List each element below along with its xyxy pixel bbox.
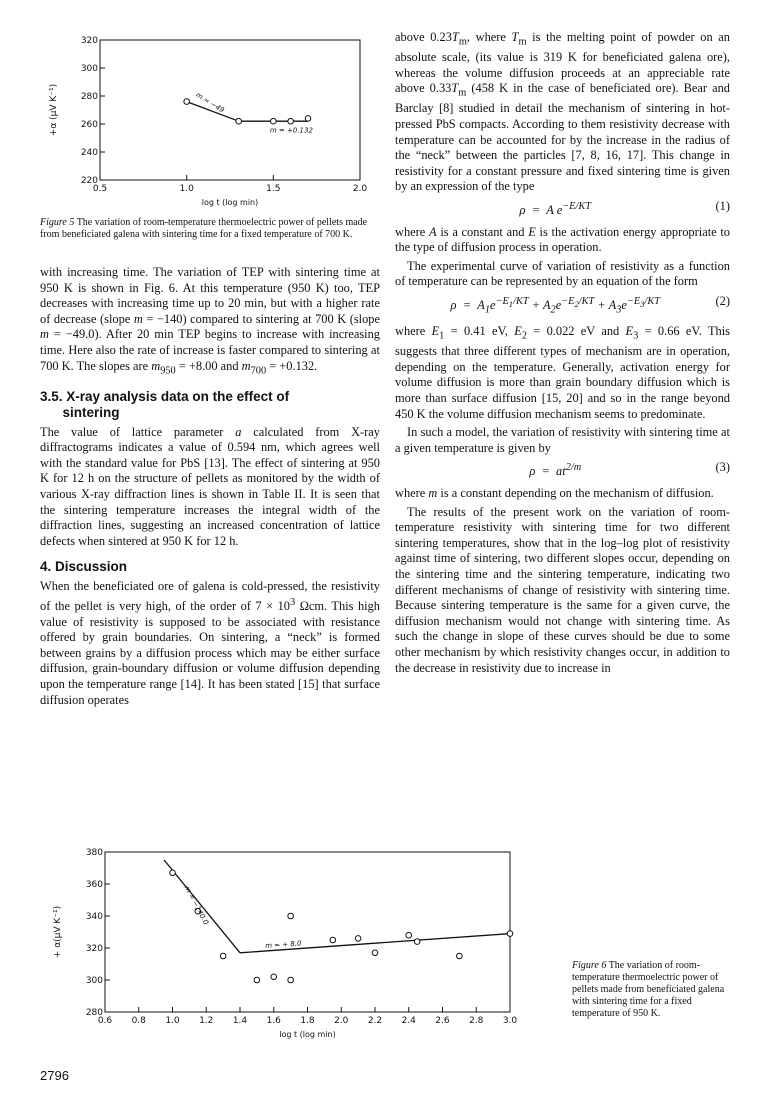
- data-point: [507, 931, 513, 937]
- x-tick-label: 2.0: [352, 184, 368, 194]
- paragraph: The results of the present work on the variation of room-temperature resistivity with sintering time for two different sintering temperatures, show that in the log–log plot of resistivity against time of sintering, two different slopes occur, depending on the sintering time and the sintering temperature, indicating two different mechanisms of change of resistivity with sintering time. Because sintering temperature is the same for a given curve, the diffusion mechanism would not change with sintering time. As such the change in slope of these curves should be due to some other mechanism by which resistivity changes occur, in addition to the decrease in resistivity due to increase in: [395, 504, 730, 675]
- data-point: [355, 936, 361, 942]
- x-tick-label: 1.6: [266, 1016, 281, 1026]
- data-point: [288, 118, 294, 124]
- y-tick-label: 360: [85, 880, 103, 890]
- x-tick-label: 1.0: [165, 1016, 180, 1026]
- data-point: [184, 99, 190, 105]
- figure-5-plot-frame: [100, 40, 360, 180]
- x-tick-label: 0.6: [97, 1016, 113, 1026]
- data-point: [170, 870, 176, 876]
- y-tick-label: 260: [80, 120, 98, 130]
- paragraph: When the beneficiated ore of galena is cold-pressed, the resistivity of the pellet is very high, of the order of $7 \times 10^3$ Ωcm. This high value of resistivity is supposed to be associated with resistance offered by grain boundaries. On sintering, a “neck” is formed between grains by a diffusion process which may be either surface diffusion, grain-boundary diffusion or volume diffusion depending upon the temperature range [14]. It has been stated [15] that surface diffusion operates: [40, 579, 380, 707]
- y-tick-label: 240: [80, 148, 98, 158]
- left-column: [40, 265, 380, 711]
- data-point: [457, 953, 463, 959]
- x-tick-label: 1.4: [232, 1016, 248, 1026]
- data-point: [220, 953, 226, 959]
- y-tick-label: 280: [80, 92, 98, 102]
- y-axis-label: +α (μV K⁻¹): [49, 83, 59, 137]
- page-number: 2796: [40, 1068, 69, 1083]
- paragraph: above $0.23T_m$, where $T_m$ is the melting point of powder on an absolute scale, (its value is 319 K for beneficiated galena ore), whereas the volume diffusion proceeds at an appreciable rate above $0.33T_m$ (458 K in the case of beneficiated ore). Bear and Barclay [8] studied in detail the mechanism of sintering in hot-pressed PbS compacts. According to them resistivity decrease with temperature can be accounted for by the increase in the radius of the “neck” between the particles [7, 8, 16, 17]. This change in resistivity for a constant pressure and fixed sintering time is given by an expression of the type: [395, 30, 730, 194]
- figure-5-caption-text: The variation of room-temperature thermoelectric power of pellets made from beneficiated galena with sintering time for a fixed temperature of 700 K.: [40, 217, 368, 240]
- paragraph: with increasing time. The variation of TEP with sintering time at 950 K is shown in Fig. 6. At this temperature (950 K) too, TEP decreases with increasing time up to 20 min, but with a higher rate of decrease (slope m = −140) compared to sintering at 700 K (slope m = −49.0). After 20 min TEP begins to increase with increasing time. Here also the rate of increase is faster compared to sintering at 700 K. The slopes are $m_{950} = +8.00$ and $m_{700} = +0.132$.: [40, 265, 380, 377]
- x-tick-label: 2.6: [435, 1016, 450, 1026]
- paragraph: where m is a constant depending on the mechanism of diffusion.: [395, 486, 714, 501]
- x-axis-label: log t (log min): [279, 1030, 336, 1039]
- data-point: [288, 913, 294, 919]
- figure-5-caption: [40, 217, 380, 241]
- x-tick-label: 1.0: [179, 184, 194, 194]
- data-point: [406, 932, 412, 938]
- y-tick-label: 380: [85, 848, 103, 858]
- y-tick-label: 300: [80, 64, 98, 74]
- figure-5-caption-label: Figure 5: [40, 217, 75, 228]
- figure-6-chart: [40, 840, 530, 1055]
- figure-5-chart: [40, 30, 380, 215]
- x-tick-label: 2.0: [334, 1016, 349, 1026]
- data-point: [254, 977, 260, 983]
- section-heading: 3.5. X-ray analysis data on the effect of sintering: [40, 388, 290, 420]
- data-point: [330, 937, 336, 943]
- data-point: [288, 977, 294, 983]
- figure-6-plot-frame: [105, 852, 510, 1012]
- right-column: [395, 30, 730, 679]
- data-point: [372, 950, 378, 956]
- x-tick-label: 3.0: [502, 1016, 518, 1026]
- paragraph: In such a model, the variation of resistivity with sintering time at a given temperature is given by: [395, 425, 730, 455]
- paragraph: where A is a constant and E is the activation energy appropriate to the type of diffusion process in operation.: [395, 224, 731, 255]
- data-point: [271, 118, 277, 124]
- x-tick-label: 2.8: [469, 1016, 484, 1026]
- y-axis-label: + α(μV K⁻¹): [53, 905, 63, 959]
- x-tick-label: 2.4: [401, 1016, 416, 1026]
- y-tick-label: 320: [80, 36, 98, 46]
- slope-annotation: m = −49: [194, 90, 226, 115]
- x-tick-label: 1.2: [199, 1016, 214, 1026]
- paragraph: The experimental curve of variation of resistivity as a function of temperature can be represented by an equation of the form: [395, 258, 730, 289]
- x-tick-label: 1.5: [266, 184, 281, 194]
- y-tick-label: 300: [85, 976, 103, 986]
- y-tick-label: 340: [85, 912, 103, 922]
- data-point: [414, 939, 420, 945]
- paragraph: The value of lattice parameter a calculated from X-ray diffractograms indicates a value of 0.594 nm, which agrees well with the standard value for PbS [13]. The effect of sintering at 950 K for 12 h on the structure of pellets as monitored by the width of various X-ray diffraction lines is shown in Table II. It is seen that the sintering temperature increases the integral width of the diffraction lines, suggesting an increased concentration of lattice defects when sintered at 950 K for 12 h.: [40, 424, 380, 548]
- y-tick-label: 220: [80, 176, 98, 186]
- data-point: [271, 974, 277, 980]
- data-point: [236, 118, 242, 124]
- slope-annotation: m = + 8.0: [264, 939, 302, 950]
- data-point: [305, 116, 311, 122]
- figure-6-caption-label: Figure 6: [572, 960, 607, 971]
- figure-6-caption: [572, 960, 732, 1020]
- figure-6-caption-text: The variation of room-temperature thermoelectric power of pellets made from beneficiated galena with sintering time for a fixed temperature of 950 K.: [572, 960, 725, 1019]
- y-tick-label: 280: [85, 1008, 103, 1018]
- x-tick-label: 0.8: [131, 1016, 146, 1026]
- equation-1: ρ = A $e^{-E/KT}$ (1): [519, 198, 730, 217]
- section-heading: 4. Discussion: [40, 559, 128, 575]
- x-tick-label: 1.8: [300, 1016, 315, 1026]
- x-tick-label: 2.2: [367, 1016, 383, 1026]
- slope-annotation: m = +0.132: [269, 126, 313, 135]
- x-tick-label: 0.5: [92, 184, 108, 194]
- equation-3: $\rho = at^{2/m}$ (3): [529, 460, 730, 479]
- equation-2: $\rho = A_1e^{-E_1/KT} + A_2e^{-E_2/KT} + A_3e^{-E_3/KT}$ (2): [450, 293, 730, 316]
- x-axis-label: log t (log min): [201, 198, 259, 207]
- y-tick-label: 320: [85, 944, 103, 954]
- slope-annotation: m = −140.0: [182, 884, 210, 927]
- paragraph: where $E_1 = 0.41$ eV, $E_2 = 0.022$ eV and $E_3 = 0.66$ eV. This suggests that three different types of mechanism are in operation, depending on the temperature. Generally, activation energy for volume diffusion is more than grain boundary diffusion which is more than surface diffusion [15, 20] and so in the range beyond 450 K the volume diffusion mechanism seems to predominate.: [395, 324, 730, 421]
